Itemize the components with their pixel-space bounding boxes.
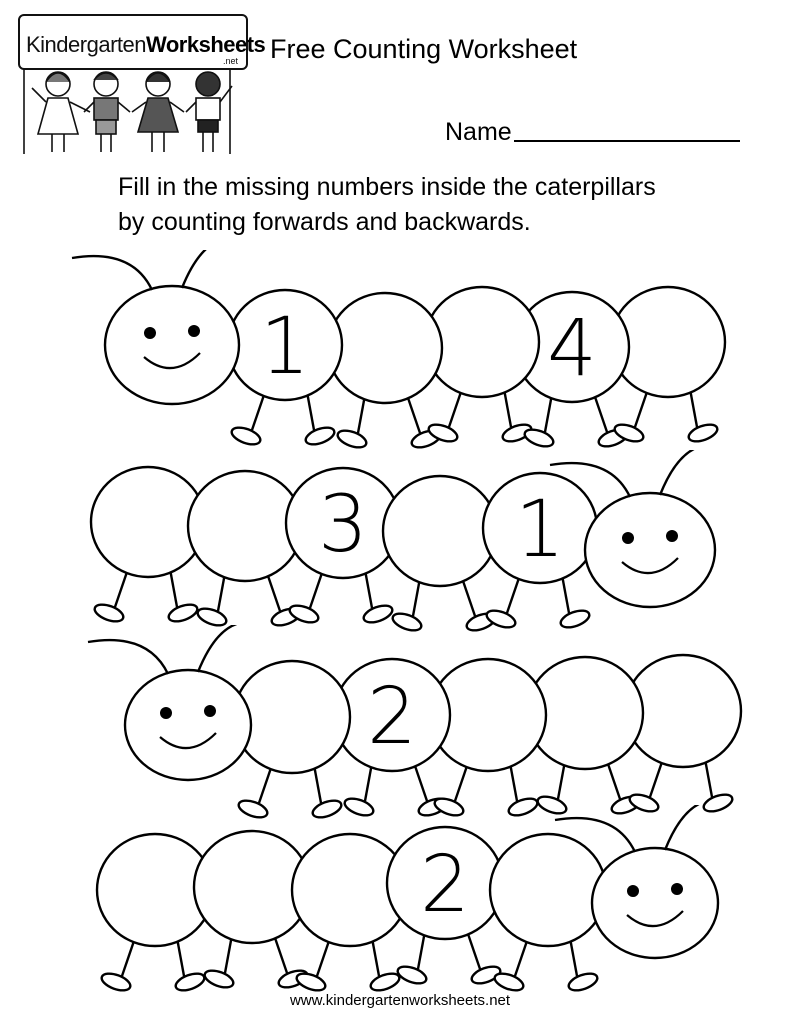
caterpillar-leg: [705, 759, 712, 797]
logo-text-part2: Worksheets: [145, 32, 266, 57]
caterpillar-body: [72, 250, 725, 450]
caterpillar-leg: [455, 763, 468, 801]
caterpillar-leg: [307, 392, 314, 430]
caterpillar-leg: [510, 763, 517, 801]
logo-text-part1: Kindergarten: [26, 32, 146, 57]
caterpillar-1: [0, 250, 800, 450]
caterpillar-body: [91, 450, 715, 634]
caterpillar-foot: [567, 970, 600, 993]
eye-icon: [144, 327, 156, 339]
eye-icon: [204, 705, 216, 717]
logo-suffix: .net: [222, 56, 238, 66]
eye-icon: [627, 885, 639, 897]
caterpillar-leg: [558, 761, 565, 799]
caterpillar-leg: [177, 938, 184, 976]
caterpillar-segment: [383, 476, 497, 586]
caterpillar-foot: [362, 602, 395, 625]
caterpillar-leg: [690, 389, 697, 427]
caterpillar-leg: [504, 389, 511, 427]
caterpillar-leg: [570, 938, 577, 976]
caterpillar-leg: [274, 935, 287, 973]
caterpillar-leg: [650, 759, 663, 797]
caterpillar-head: [105, 286, 239, 404]
eye-icon: [671, 883, 683, 895]
instruction-line: by counting forwards and backwards.: [118, 208, 531, 236]
caterpillar-leg: [115, 569, 128, 607]
antenna: [182, 250, 232, 288]
caterpillar-leg: [607, 761, 620, 799]
caterpillar-leg: [462, 578, 475, 616]
caterpillar-leg: [310, 570, 323, 608]
caterpillar-head: [585, 493, 715, 607]
caterpillar-foot: [369, 970, 402, 993]
segment-number: 3: [318, 480, 368, 570]
segment-number: 2: [367, 672, 417, 762]
caterpillar-leg: [122, 938, 135, 976]
caterpillar-foot: [336, 427, 369, 450]
name-label: Name: [445, 118, 512, 146]
caterpillar-leg: [418, 931, 425, 969]
instruction-line: Fill in the missing numbers inside the caterpillars: [118, 173, 656, 201]
caterpillar-leg: [562, 575, 569, 613]
caterpillar-leg: [365, 763, 372, 801]
caterpillar-foot: [167, 601, 200, 624]
caterpillar-foot: [100, 970, 133, 993]
caterpillar-foot: [396, 963, 429, 986]
caterpillar-leg: [365, 570, 372, 608]
caterpillar-foot: [523, 426, 556, 449]
caterpillar-leg: [358, 395, 365, 433]
caterpillar-segment: [328, 293, 442, 403]
eye-icon: [160, 707, 172, 719]
caterpillar-foot: [93, 601, 126, 624]
caterpillar-3: [0, 625, 800, 825]
caterpillar-leg: [545, 394, 552, 432]
name-line[interactable]: [514, 140, 740, 142]
caterpillar-body: [97, 805, 718, 994]
antenna: [660, 450, 710, 495]
segment-number: 2: [420, 840, 470, 930]
caterpillar-leg: [594, 394, 607, 432]
caterpillar-2: [0, 450, 800, 650]
logo-sign: [18, 14, 266, 70]
caterpillar-leg: [225, 935, 232, 973]
caterpillar-leg: [413, 578, 420, 616]
caterpillar-head: [592, 848, 718, 958]
segment-number: 4: [547, 304, 597, 394]
eye-icon: [188, 325, 200, 337]
caterpillar-leg: [515, 938, 528, 976]
caterpillar-foot: [493, 970, 526, 993]
caterpillar-leg: [252, 392, 265, 430]
name-field: [445, 118, 740, 147]
caterpillar-leg: [259, 765, 272, 803]
caterpillar-foot: [295, 970, 328, 993]
caterpillar-foot: [174, 970, 207, 993]
antenna: [665, 805, 715, 850]
caterpillar-foot: [304, 424, 337, 447]
caterpillar-leg: [170, 569, 177, 607]
caterpillar-leg: [507, 575, 520, 613]
caterpillar-foot: [230, 424, 263, 447]
logo-text: [26, 32, 265, 58]
kids-illustration-icon: [18, 68, 238, 158]
eye-icon: [666, 530, 678, 542]
caterpillar-leg: [317, 938, 330, 976]
caterpillar-segment: [490, 834, 606, 946]
caterpillar-leg: [635, 389, 648, 427]
caterpillar-leg: [372, 938, 379, 976]
caterpillar-leg: [314, 765, 321, 803]
instructions: [118, 170, 656, 240]
caterpillar-foot: [687, 421, 720, 444]
caterpillar-head: [125, 670, 251, 780]
antenna: [72, 256, 152, 290]
caterpillar-4: [0, 805, 800, 1005]
segment-number: 1: [260, 302, 310, 392]
caterpillar-leg: [267, 573, 280, 611]
caterpillar-leg: [218, 573, 225, 611]
segment-number: 1: [515, 485, 565, 575]
caterpillar-leg: [467, 931, 480, 969]
antenna: [198, 625, 248, 672]
caterpillar-leg: [414, 763, 427, 801]
caterpillar-leg: [449, 389, 462, 427]
caterpillar-leg: [407, 395, 420, 433]
footer-url: www.kindergartenworksheets.net: [289, 992, 511, 1009]
antenna: [88, 640, 168, 674]
caterpillar-foot: [203, 967, 236, 990]
page-title: Free Counting Worksheet: [270, 34, 578, 64]
eye-icon: [622, 532, 634, 544]
